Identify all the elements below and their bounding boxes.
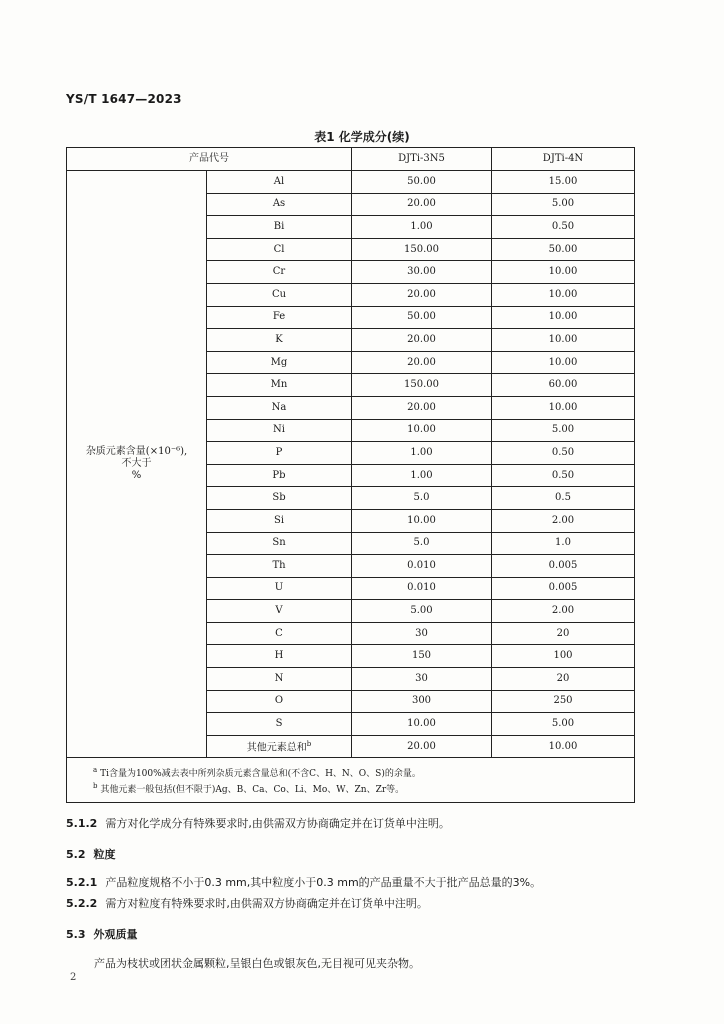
element-cell: Pb	[207, 464, 352, 487]
element-cell: Fe	[207, 306, 352, 329]
grade-1-value: 1.00	[352, 442, 492, 465]
element-cell: Si	[207, 509, 352, 532]
grade-1-value: 150.00	[352, 238, 492, 261]
grade-1-value: 0.010	[352, 555, 492, 578]
grade-1-value: 20.00	[352, 351, 492, 374]
grade-1-value: 20.00	[352, 735, 492, 758]
element-cell: Sn	[207, 532, 352, 555]
element-cell: Ni	[207, 419, 352, 442]
grade-1-value: 5.0	[352, 487, 492, 510]
category-label-line: 不大于	[121, 458, 152, 470]
grade-2-value: 0.5	[492, 487, 635, 510]
header-grade-2: DJTi-4N	[492, 148, 635, 171]
footnote-b: $^b$ 其他元素一般包括(但不限于)Ag、B、Ca、Co、Li、Mo、W、Zn、Zr等。	[93, 782, 405, 796]
grade-2-value: 100	[492, 645, 635, 668]
element-cell: Th	[207, 555, 352, 578]
header-grade-1: DJTi-3N5	[352, 148, 492, 171]
grade-2-value: 1.0	[492, 532, 635, 555]
grade-2-value: 0.50	[492, 216, 635, 239]
grade-1-value: 20.00	[352, 283, 492, 306]
grade-2-value: 10.00	[492, 396, 635, 419]
grade-2-value: 2.00	[492, 509, 635, 532]
grade-2-value: 20	[492, 668, 635, 691]
element-cell: N	[207, 668, 352, 691]
grade-1-value: 1.00	[352, 464, 492, 487]
grade-1-value: 1.00	[352, 216, 492, 239]
clause-5-2-1: 5.2.1 产品粒度规格不小于0.3 mm,其中粒度小于0.3 mm的产品重量不大于批产品总量的3%。	[66, 876, 542, 889]
grade-1-value: 10.00	[352, 713, 492, 736]
grade-2-value: 15.00	[492, 171, 635, 194]
grade-2-value: 10.00	[492, 735, 635, 758]
grade-2-value: 250	[492, 690, 635, 713]
grade-1-value: 5.00	[352, 600, 492, 623]
header-product-code: 产品代号	[67, 148, 352, 171]
category-label-line: 杂质元素含量(×10⁻⁶),	[85, 446, 188, 458]
grade-1-value: 150.00	[352, 374, 492, 397]
element-cell: S	[207, 713, 352, 736]
table-title: 表1 化学成分(续)	[314, 130, 410, 144]
chemical-composition-table	[66, 147, 635, 803]
grade-1-value: 20.00	[352, 396, 492, 419]
element-cell: P	[207, 442, 352, 465]
grade-1-value: 20.00	[352, 193, 492, 216]
element-cell: 其他元素总和$^b$	[207, 735, 352, 758]
grade-2-value: 50.00	[492, 238, 635, 261]
grade-1-value: 150	[352, 645, 492, 668]
grade-1-value: 5.0	[352, 532, 492, 555]
section-5-3-heading: 5.3 外观质量	[66, 928, 138, 941]
grade-1-value: 30.00	[352, 261, 492, 284]
grade-1-value: 50.00	[352, 171, 492, 194]
grade-1-value: 30	[352, 668, 492, 691]
element-cell: C	[207, 622, 352, 645]
grade-2-value: 0.50	[492, 442, 635, 465]
page-number: 2	[70, 972, 77, 983]
grade-1-value: 30	[352, 622, 492, 645]
grade-2-value: 10.00	[492, 283, 635, 306]
section-5-2-heading: 5.2 粒度	[66, 848, 116, 861]
table-row	[67, 171, 635, 194]
grade-2-value: 10.00	[492, 261, 635, 284]
standard-code: YS/T 1647—2023	[66, 92, 182, 106]
element-cell: O	[207, 690, 352, 713]
element-cell: Mg	[207, 351, 352, 374]
element-cell: U	[207, 577, 352, 600]
element-cell: Cr	[207, 261, 352, 284]
element-cell: Cu	[207, 283, 352, 306]
grade-1-value: 20.00	[352, 329, 492, 352]
element-cell: Na	[207, 396, 352, 419]
grade-2-value: 10.00	[492, 351, 635, 374]
table-header-row	[67, 148, 635, 171]
grade-1-value: 300	[352, 690, 492, 713]
element-cell: V	[207, 600, 352, 623]
grade-2-value: 2.00	[492, 600, 635, 623]
clause-5-1-2: 5.1.2 需方对化学成分有特殊要求时,由供需双方协商确定并在订货单中注明。	[66, 817, 450, 830]
grade-2-value: 0.005	[492, 577, 635, 600]
grade-1-value: 0.010	[352, 577, 492, 600]
element-cell: H	[207, 645, 352, 668]
element-cell: Sb	[207, 487, 352, 510]
grade-2-value: 20	[492, 622, 635, 645]
category-label-line: %	[131, 470, 142, 482]
element-cell: Cl	[207, 238, 352, 261]
grade-2-value: 5.00	[492, 419, 635, 442]
grade-1-value: 10.00	[352, 419, 492, 442]
grade-1-value: 10.00	[352, 509, 492, 532]
clause-5-3-text: 产品为枝状或团状金属颗粒,呈银白色或银灰色,无目视可见夹杂物。	[94, 957, 420, 970]
element-cell: Bi	[207, 216, 352, 239]
element-cell: As	[207, 193, 352, 216]
element-cell: K	[207, 329, 352, 352]
table-footnotes	[67, 758, 635, 803]
clause-5-2-2: 5.2.2 需方对粒度有特殊要求时,由供需双方协商确定并在订货单中注明。	[66, 897, 428, 910]
grade-2-value: 0.005	[492, 555, 635, 578]
element-cell: Mn	[207, 374, 352, 397]
impurity-category-cell	[67, 171, 207, 758]
grade-1-value: 50.00	[352, 306, 492, 329]
grade-2-value: 60.00	[492, 374, 635, 397]
grade-2-value: 5.00	[492, 193, 635, 216]
grade-2-value: 10.00	[492, 329, 635, 352]
grade-2-value: 0.50	[492, 464, 635, 487]
element-cell: Al	[207, 171, 352, 194]
footnote-a: $^a$ Ti含量为100%减去表中所列杂质元素含量总和(不含C、H、N、O、S)的余量。	[93, 766, 421, 780]
grade-2-value: 10.00	[492, 306, 635, 329]
grade-2-value: 5.00	[492, 713, 635, 736]
